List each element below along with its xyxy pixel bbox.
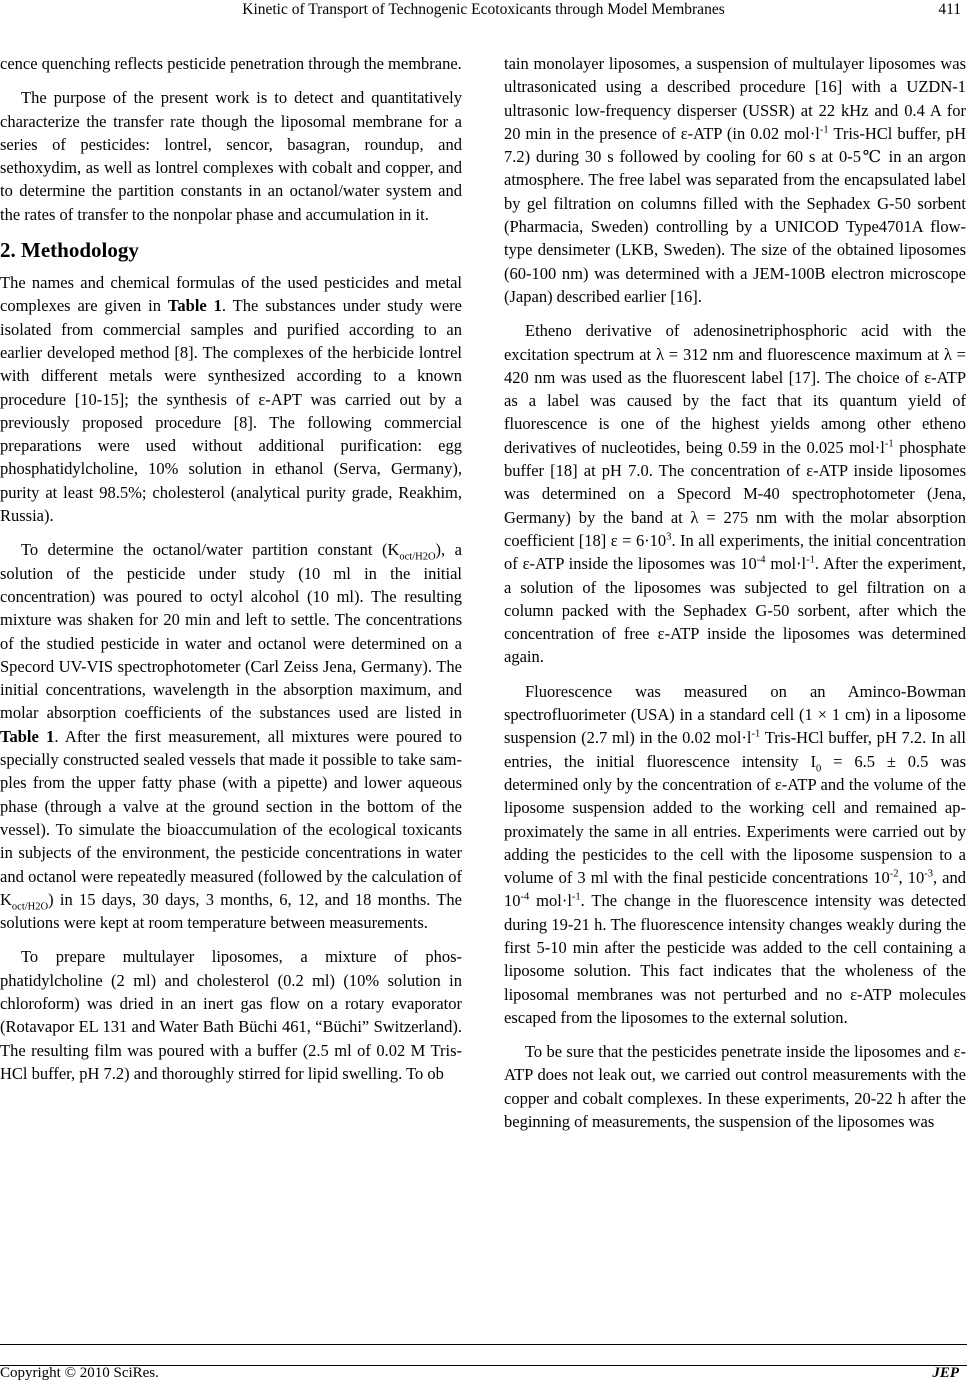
paragraph: The names and chemical formulas of the used pesticides and metal complexes are given in Table 1. The substances under study were isolated from commercial samples and purified according to an earlier developed method [8]. The complexes of the herbicide lontrel with different metals were synthesized according to a known procedure [10-15]; the synthesis of ε-APT was carried out by a previously proposed procedure [8]. The following commercial preparations were used without additional purification: egg phosphatidylcholine, 10% solution in ethanol (Serva, Germany), purity at least 98.5%; cholesterol (analytical purity grade, Reakhim, Russia).	[0, 273, 462, 526]
table-reference[interactable]: Table 1	[167, 296, 222, 316]
paragraph: To prepare multulayer liposomes, a mixture of phosphatidylcholine (2 ml) and cholesterol (0.2 ml) (10% solution in chloroform) was dried in an inert gas flow on a rotary evaporator (Rotavapor EL 131 and Water Bath Büchi 461, “Büchi” Switzerland). The resulting film was poured with a buffer (2.5 ml of 0.02 M Tris-HCl buffer, pH 7.2) and thoroughly stirred for lipid swelling. To ob	[0, 947, 462, 1083]
paragraph: tain monolayer liposomes, a suspension of multulayer liposomes was ultrasonicated using a described procedure [16] with a UZDN-1 ultrasonic low-frequency disperser (USSR) at 22 kHz and 0.4 A for 20 min in the presence of ε-ATP (in 0.02 $mol\cdot l^{-1}$ Tris-HCl buffer, pH 7.2) during 30 s followed by cooling for 60 s at 0-5℃ in an argon atmosphere. The free label was separated from the encapsulated label by gel filtration on columns filled with the Sephadex G-50 sorbent (Pharmacia, Sweden) controlling by a UNICOD Type4701A flow-type densimeter (LKB, Sweden). The size of the obtained liposomes (60-100 nm) was determined with a JEM-100B electron microscope (Japan) described earlier [16].	[504, 54, 966, 306]
copyright-notice: Copyright © 2010 SciRes.	[0, 1365, 159, 1381]
journal-abbrev: JEP	[932, 1365, 959, 1381]
table-reference[interactable]: Table 1	[0, 726, 55, 746]
left-column	[0, 52, 462, 1096]
section-heading: 2. Methodology	[0, 238, 139, 263]
paragraph: To be sure that the pesticides penetrate inside the liposomes and ε-ATP does not leak out, we carried out control measurements with the copper and cobalt complexes. In these experiments, 20-22 h after the beginning of measurements, the suspension of the liposomes was	[504, 1042, 966, 1132]
running-header	[0, 0, 967, 22]
paragraph: To determine the octanol/water partition constant $(K_{oct/H2O})$, a solution of the pesticide under study (10 ml in the initial concentration) was poured to octyl alcohol (10 ml). The resulting mixture was shaken for 20 min and left to settle. The concentrations of the studied pesticide in water and octanol were determined on a Specord UV-VIS spectrophotometer (Carl Zeiss Jena, Germany). The initial concentrations, wavelength in the absorption maximum, and molar absorption coefficients of the substances used are listed in Table 1. After the first measurement, all mixtures were poured to specially constructed sealed vessels that made it possible to take samples from the upper fatty phase (with a pipette) and lower aqueous phase (through a valve at the ground section in the bottom of the vessel). To simulate the bioaccumulation of the ecological toxicants in subjects of the environment, the pesticide concentrations in water and octanol were repeatedly measured (followed by the calculation of $K_{oct/H2O}$) in 15 days, 30 days, 3 months, 6, 12, and 18 months. The solutions were kept at room temperature between measurements.	[0, 540, 462, 933]
right-column	[504, 52, 966, 1144]
paragraph: cence quenching reflects pesticide penetration through the membrane.	[0, 54, 462, 73]
paragraph: Etheno derivative of adenosinetriphosphoric acid with the excitation spectrum at λ = 312 nm and fluorescence maximum at λ = 420 nm was used as the fluorescent label [17]. The choice of ε-ATP as a label was caused by the fact that its quantum yield of fluorescence is one of the highest yields among other etheno derivatives of nucleotides, being 0.59 in the 0.025 $mol\cdot l^{-1}$ phosphate buffer [18] at pH 7.0. The concentration of ε-ATP inside liposomes was determined on a Specord M-40 spectrophotometer (Jena, Germany) by the band at λ = 275 nm with the molar absorption coefficient [18] $\varepsilon = 6\cdot 10^3$. In all experiments, the initial concentration of ε-ATP inside the liposomes was $10^{-4}$ $mol\cdot l^{-1}$. After the experiment, a solution of the liposomes was subjected to gel filtration on a column packed with the Sephadex G-50 sorbent, after which the concentration of free ε-ATP inside the liposomes was determined again.	[504, 321, 966, 667]
page-number: 411	[938, 1, 961, 18]
paragraph: Fluorescence was measured on an Aminco-Bowman spectrofluorimeter (USA) in a standard cell (1 × 1 cm) in a liposome suspension (2.7 ml) in the 0.02 $mol\cdot l^{-1}$ Tris-HCl buffer, pH 7.2. In all entries, the initial fluorescence intensity $I_0 = 6.5 \pm 0.5$ was determined only by the concentration of ε-ATP and the volume of the liposome suspension added to the working cell and remained approximately the same in all entries. Experiments were carried out by adding the pesticides to the cell with the liposome suspension to a volume of 3 ml with the final pesticide concentrations $10^{-2}$, $10^{-3}$, and $10^{-4}$ $mol\cdot l^{-1}$. The change in the fluorescence intensity was detected during 19-21 h. The fluorescence intensity changes weakly during the first 5-10 min after the pesticide was added to the cell containing a liposome solution. This fact indicates that the wholeness of the liposomal membranes was not perturbed and no ε-ATP molecules escaped from the liposomes to the external solution.	[504, 681, 967, 1027]
page-footer	[0, 1344, 967, 1381]
paragraph: The purpose of the present work is to detect and quantitatively characterize the transfer rate though the liposomal membrane for a series of pesticides: lontrel, sencor, basagran, roundup, and sethoxydim, as well as lontrel complexes with cobalt and copper, and to determine the partition constants in an octanol/water system and the rates of transfer to the nonpolar phase and accumulation in it.	[0, 88, 462, 224]
running-title: Kinetic of Transport of Technogenic Ecotoxicants through Model Membranes	[242, 1, 725, 18]
footer-rule	[0, 1365, 967, 1366]
